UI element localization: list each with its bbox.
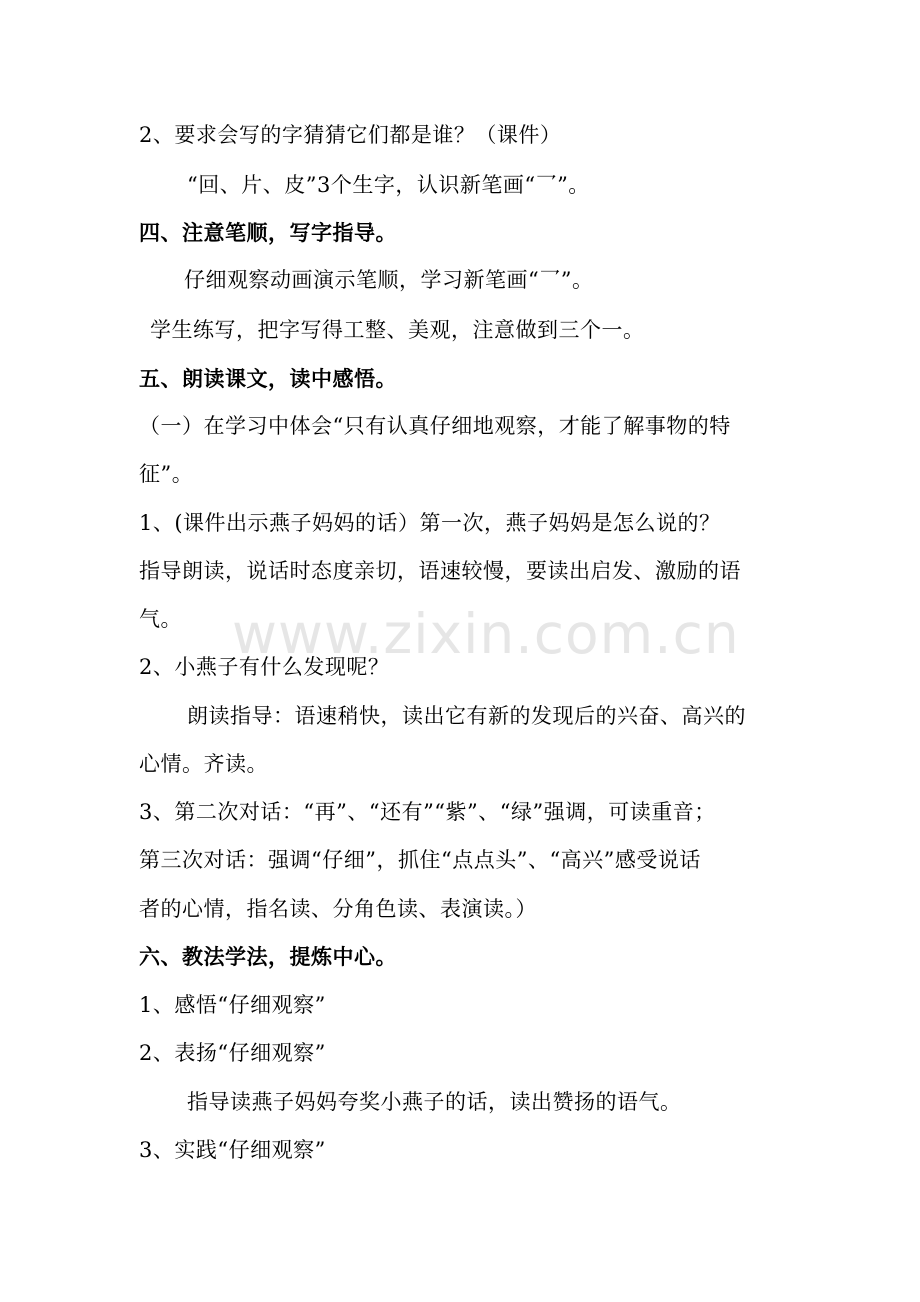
text-line-20: 2、表扬“仔细观察” xyxy=(139,1041,326,1065)
text-line-9: 1、(课件出示燕子妈妈的话）第一次，燕子妈妈是怎么说的？ xyxy=(139,511,721,535)
text-line-11: 气。 xyxy=(139,607,182,631)
text-line-12: 2、小燕子有什么发现呢？ xyxy=(139,655,390,679)
text-line-4: 仔细观察动画演示笔顺，学习新笔画“乛”。 xyxy=(184,268,594,292)
text-line-8: 征”。 xyxy=(139,462,194,486)
text-line-22: 3、实践“仔细观察” xyxy=(139,1138,326,1162)
text-line-2: “回、片、皮”3个生字，认识新笔画“乛”。 xyxy=(187,173,590,197)
text-line-17: 者的心情，指名读、分角色读、表演读。） xyxy=(139,897,537,921)
text-line-13: 朗读指导：语速稍快，读出它有新的发现后的兴奋、高兴的 xyxy=(187,704,746,728)
text-line-19: 1、感悟“仔细观察” xyxy=(139,993,326,1017)
text-line-1: 2、要求会写的字猜猜它们都是谁？（课件） xyxy=(139,123,562,147)
section-heading-6: 六、教法学法，提炼中心。 xyxy=(139,944,397,969)
section-heading-5: 五、朗读课文，读中感悟。 xyxy=(139,366,397,391)
text-line-5: 学生练写，把字写得工整、美观，注意做到三个一。 xyxy=(150,318,645,342)
text-line-14: 心情。齐读。 xyxy=(139,752,268,776)
text-line-15: 3、第二次对话：“再”、“还有”“紫”、“绿”强调，可读重音； xyxy=(139,800,716,824)
watermark: www.zixin.com.cn xyxy=(232,602,740,666)
text-line-7: （一）在学习中体会“只有认真仔细地观察，才能了解事物的特 xyxy=(139,414,731,438)
text-line-21: 指导读燕子妈妈夸奖小燕子的话，读出赞扬的语气。 xyxy=(187,1090,682,1114)
section-heading-4: 四、注意笔顺，写字指导。 xyxy=(139,220,397,245)
text-line-16: 第三次对话：强调“仔细”，抓住“点点头”、“高兴”感受说话 xyxy=(139,848,701,872)
text-line-10: 指导朗读，说话时态度亲切，语速较慢，要读出启发、激励的语 xyxy=(139,559,741,583)
